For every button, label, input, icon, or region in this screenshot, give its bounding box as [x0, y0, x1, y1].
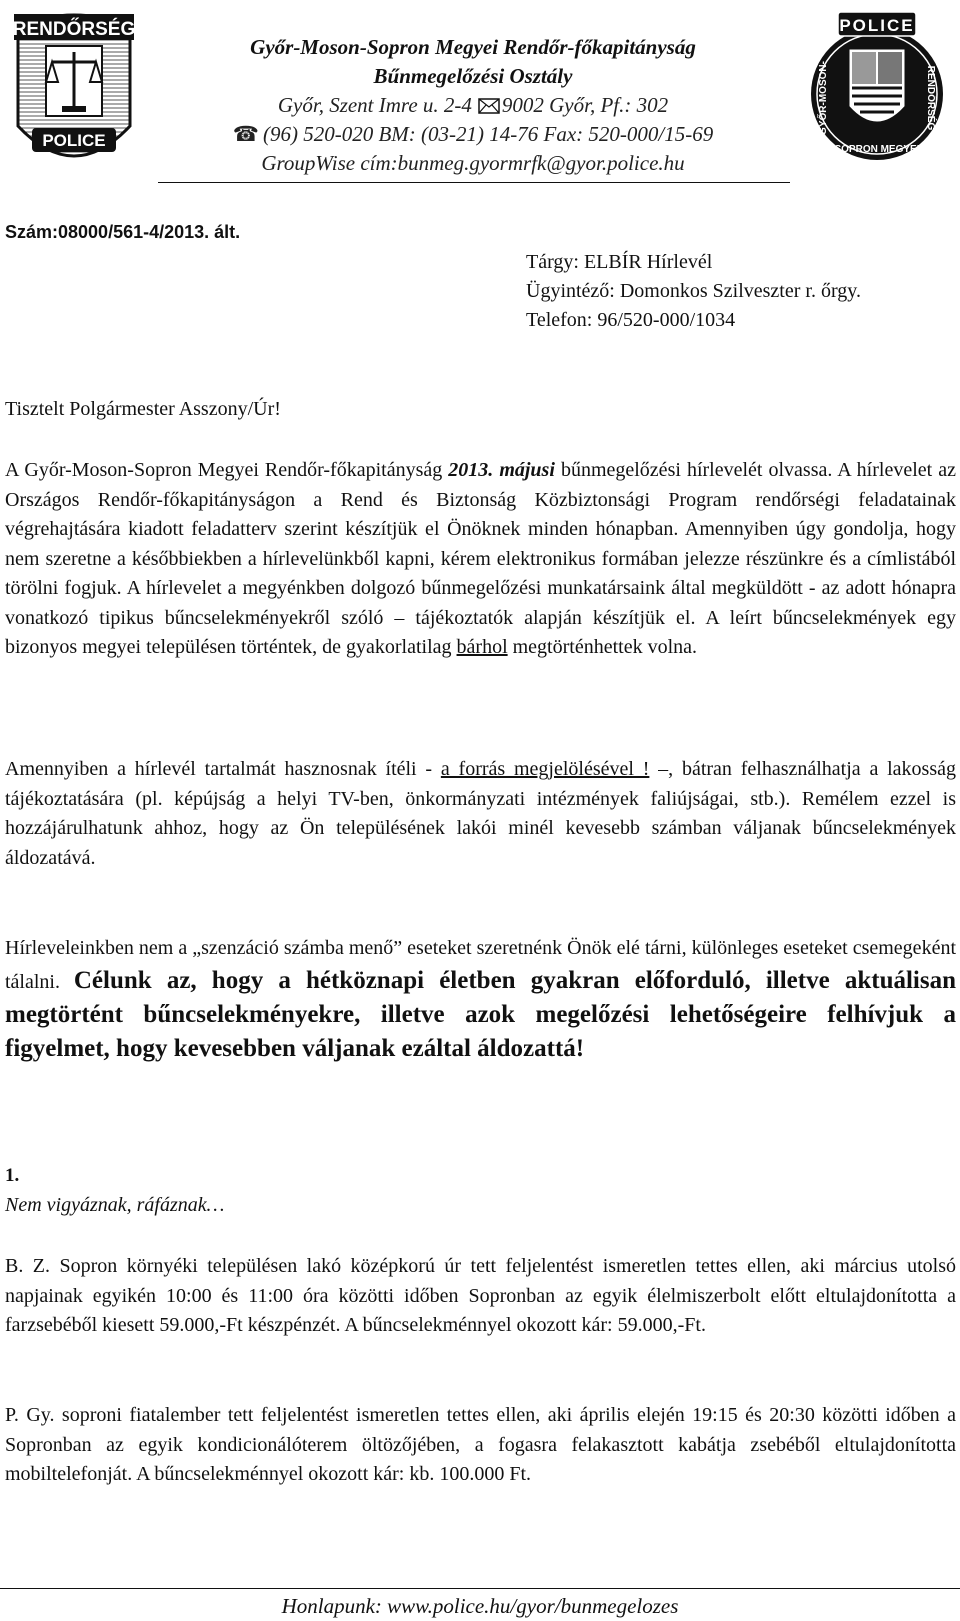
footer-website: Honlapunk: www.police.hu/gyor/bunmegelozes [281, 1594, 679, 1618]
intro-underlined-word: bárhol [456, 636, 508, 658]
address-postal: 9002 Győr, Pf.: 302 [501, 93, 669, 117]
case-paragraph-b: P. Gy. soproni fiatalember tett feljelentést ismeretlen tettes ellen, aki április elején 19:15 és 20:30 közötti időben a Sopronban az egyik kondicionálóterem öltözőjében, a fogasra felakasztott kabátja zsebéből eltulajdonította mobiltelefonját. A bűncselekménnyel okozott kár: kb. 100.000 Ft. [5, 1404, 956, 1485]
header-divider [158, 182, 790, 183]
case-number: 1. [5, 1165, 20, 1186]
telephone-line: Telefon: 96/520-000/1034 [526, 309, 736, 331]
organization-header [158, 33, 788, 178]
department-name: Bűnmegelőzési Osztály [373, 64, 573, 88]
footer-divider [0, 1588, 960, 1589]
seal-top-text: POLICE [839, 16, 915, 35]
badge-top-text: RENDŐRSÉG [12, 19, 136, 40]
address-line [158, 91, 788, 120]
address-street: Győr, Szent Imre u. 2-4 [277, 93, 472, 117]
badge-bottom-text: POLICE [42, 131, 106, 150]
email-line: GroupWise cím:bunmeg.gyormrfk@gyor.police.hu [261, 151, 685, 175]
case-title: Nem vigyáznak, ráfáznak… [5, 1194, 225, 1216]
intro-text-e: megtörténhettek volna. [507, 636, 698, 658]
reference-number: Szám:08000/561-4/2013. ált. [5, 222, 241, 242]
phone-numbers: (96) 520-020 BM: (03-21) 14-76 Fax: 520-000/15-69 [262, 122, 714, 146]
org-name: Győr-Moson-Sopron Megyei Rendőr-főkapitányság [250, 35, 696, 59]
usage-text-c: –, bátran felhasználhatja a lakosság tájékoztatására (pl. képújság a helyi TV-ben, önkormányzati intézmények faliújságai, stb.). Remélem ezzel is hozzájárulhatunk ahhoz, hogy az Ön településének lakói minél kevesebb számban váljanak bűncselekmények áldozatává. [5, 758, 956, 869]
seal-right-text: RENDŐRSÉG [925, 65, 936, 131]
envelope-icon [478, 98, 500, 114]
goal-text-a: Hírleveleinkben nem a „szenzáció számba menő” eseteket szeretnénk Önök elé tárni, különleges eseteket csemegeként tálalni. [5, 937, 956, 993]
telephone-icon: ☎ [232, 122, 259, 146]
intro-issue-date: 2013. májusi [448, 459, 555, 481]
police-seal-logo [808, 6, 946, 184]
seal-bottom-text: SOPRON MEGYEI [834, 144, 920, 155]
intro-text-c: bűnmegelőzési hírlevelét olvassa. A hírlevelet az Országos Rendőr-főkapitányságon a Rend és Biztonság Közbiztonsági Program rendőrségi feladatainak végrehajtására kiadott feladatterv szerint készítjük el Önöknek minden hónapban. Amennyiben úgy gondolja, hogy nem szeretne a későbbiekben a hírlevelünkből kapni, kérem elektronikus formában jelezze részünkre és a címlistából törölni fogjuk. A hírlevelet a megyénkben dolgozó bűnmegelőzési munkatársaink által megküldött - az adott hónapra vonatkozó tipikus bűncselekményekről szóló – tájékoztatók alapján készítjük el. A leírt bűncselekmények egy bizonyos megyei településen történtek, de gyakorlatilag [5, 459, 956, 658]
phone-line [158, 120, 788, 149]
intro-paragraph [5, 456, 956, 663]
usage-paragraph [5, 755, 956, 873]
goal-statement: Célunk az, hogy a hétköznapi életben gyakran előforduló, illetve aktuálisan megtörtént bűncselekményekre, illetve azok megelőzési lehetőségeire felhívjuk a figyelmet, hogy kevesebben váljanak ezáltal áldozattá! [5, 966, 956, 1062]
case-paragraph-a: B. Z. Sopron környéki településen lakó középkorú úr tett feljelentést ismeretlen tettes ellen, aki március utolsó napjainak egyikén 10:00 és 11:00 óra közötti időben Sopronban az egyik élelmiszerbolt előtt eltulajdonította a farzsebéből kiesett 59.000,-Ft készpénzét. A bűncselekménnyel okozott kár: 59.000,-Ft. [5, 1255, 956, 1336]
police-badge-logo [8, 6, 140, 181]
case-officer-line: Ügyintéző: Domonkos Szilveszter r. őrgy. [526, 280, 861, 302]
usage-text-a: Amennyiben a hírlevél tartalmát hasznosnak ítéli - [5, 758, 441, 780]
usage-source-note: a forrás megjelölésével ! [440, 758, 650, 780]
seal-left-text: GYŐR-MOSON- [818, 61, 829, 135]
intro-text-a: A Győr-Moson-Sopron Megyei Rendőr-főkapitányság [5, 459, 449, 481]
goal-paragraph [5, 934, 956, 1066]
reference-meta [526, 248, 861, 335]
subject-line: Tárgy: ELBÍR Hírlevél [526, 251, 713, 273]
greeting: Tisztelt Polgármester Asszony/Úr! [5, 398, 281, 420]
